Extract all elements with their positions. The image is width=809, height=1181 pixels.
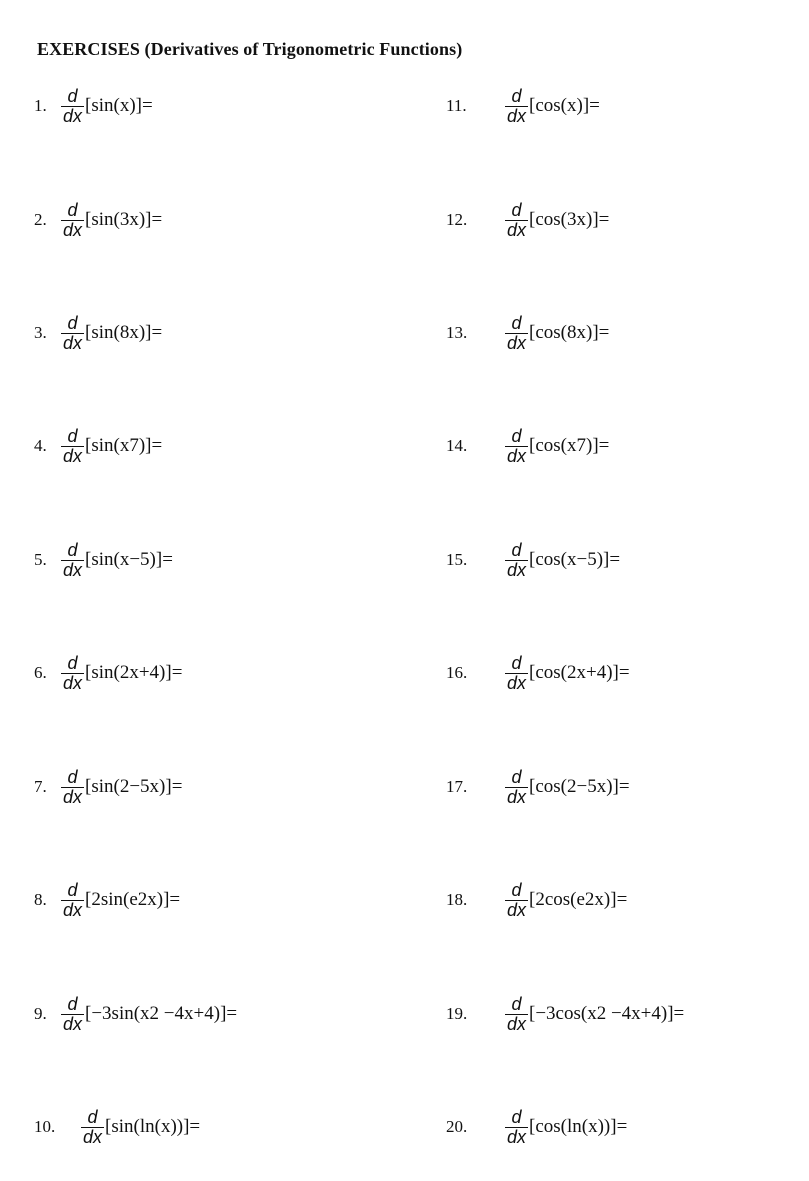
function-expression: [cos(x)]= bbox=[529, 95, 600, 116]
operator-denominator: dx bbox=[507, 899, 527, 920]
function-expression: [sin(x−5)]= bbox=[85, 549, 173, 570]
derivative-operator bbox=[61, 314, 84, 353]
operator-denominator: dx bbox=[507, 445, 527, 466]
exercise-number: 5. bbox=[34, 550, 47, 569]
function-expression: [cos(x−5)]= bbox=[529, 549, 621, 570]
operator-numerator: d bbox=[67, 425, 78, 446]
derivative-operator bbox=[505, 995, 528, 1034]
exercise-1 bbox=[34, 78, 153, 134]
operator-numerator: d bbox=[67, 652, 78, 673]
function-expression: [sin(ln(x))]= bbox=[105, 1116, 201, 1137]
function-expression: [cos(8x)]= bbox=[529, 322, 610, 343]
exercise-number: 13. bbox=[446, 323, 468, 342]
exercise-11 bbox=[446, 78, 600, 134]
operator-denominator: dx bbox=[83, 1126, 103, 1147]
exercise-number: 18. bbox=[446, 890, 468, 909]
function-expression: [sin(x7)]= bbox=[85, 435, 163, 456]
exercise-2 bbox=[34, 192, 162, 248]
derivative-operator bbox=[61, 87, 84, 126]
operator-denominator: dx bbox=[507, 672, 527, 693]
derivative-operator bbox=[505, 314, 528, 353]
operator-denominator: dx bbox=[507, 332, 527, 353]
derivative-operator bbox=[505, 541, 528, 580]
operator-numerator: d bbox=[67, 312, 78, 333]
exercise-number: 15. bbox=[446, 550, 468, 569]
derivative-operator bbox=[61, 995, 84, 1034]
operator-numerator: d bbox=[511, 425, 522, 446]
derivative-operator bbox=[505, 427, 528, 466]
exercise-15 bbox=[446, 532, 620, 588]
exercise-13 bbox=[446, 305, 609, 361]
exercise-number: 19. bbox=[446, 1004, 468, 1023]
derivative-operator bbox=[505, 1108, 528, 1147]
function-expression: [sin(3x)]= bbox=[85, 209, 163, 230]
exercise-number: 1. bbox=[34, 96, 47, 115]
exercise-number: 6. bbox=[34, 663, 47, 682]
operator-denominator: dx bbox=[63, 899, 83, 920]
operator-numerator: d bbox=[67, 766, 78, 787]
operator-numerator: d bbox=[511, 199, 522, 220]
operator-denominator: dx bbox=[63, 786, 83, 807]
operator-numerator: d bbox=[511, 652, 522, 673]
function-expression: [−3cos(x2 −4x+4)]= bbox=[529, 1003, 685, 1024]
operator-numerator: d bbox=[67, 85, 78, 106]
derivative-operator bbox=[505, 87, 528, 126]
operator-numerator: d bbox=[511, 993, 522, 1014]
function-expression: [cos(2x+4)]= bbox=[529, 662, 630, 683]
exercise-14 bbox=[446, 418, 609, 474]
exercise-7 bbox=[34, 759, 182, 815]
operator-denominator: dx bbox=[63, 672, 83, 693]
operator-numerator: d bbox=[511, 766, 522, 787]
function-expression: [sin(2−5x)]= bbox=[85, 776, 183, 797]
exercise-number: 4. bbox=[34, 436, 47, 455]
operator-numerator: d bbox=[67, 993, 78, 1014]
operator-numerator: d bbox=[511, 85, 522, 106]
exercise-5 bbox=[34, 532, 173, 588]
operator-denominator: dx bbox=[63, 559, 83, 580]
exercise-number: 3. bbox=[34, 323, 47, 342]
derivative-operator bbox=[61, 201, 84, 240]
derivative-operator bbox=[61, 768, 84, 807]
exercise-9 bbox=[34, 986, 237, 1042]
operator-denominator: dx bbox=[507, 786, 527, 807]
exercise-18 bbox=[446, 872, 627, 928]
operator-denominator: dx bbox=[63, 1013, 83, 1034]
exercise-4 bbox=[34, 418, 162, 474]
operator-denominator: dx bbox=[63, 219, 83, 240]
derivative-operator bbox=[61, 541, 84, 580]
page-title: EXERCISES (Derivatives of Trigonometric Functions) bbox=[37, 39, 463, 59]
function-expression: [cos(ln(x))]= bbox=[529, 1116, 628, 1137]
exercise-number: 11. bbox=[446, 96, 467, 115]
function-expression: [sin(8x)]= bbox=[85, 322, 163, 343]
operator-denominator: dx bbox=[63, 445, 83, 466]
operator-denominator: dx bbox=[507, 105, 527, 126]
exercise-number: 2. bbox=[34, 210, 47, 229]
exercise-6 bbox=[34, 645, 182, 701]
function-expression: [cos(x7)]= bbox=[529, 435, 610, 456]
exercise-12 bbox=[446, 192, 609, 248]
operator-numerator: d bbox=[67, 539, 78, 560]
derivative-operator bbox=[505, 201, 528, 240]
function-expression: [cos(2−5x)]= bbox=[529, 776, 630, 797]
operator-denominator: dx bbox=[63, 332, 83, 353]
operator-denominator: dx bbox=[63, 105, 83, 126]
operator-numerator: d bbox=[511, 1106, 522, 1127]
exercise-8 bbox=[34, 872, 180, 928]
function-expression: [cos(3x)]= bbox=[529, 209, 610, 230]
exercise-number: 14. bbox=[446, 436, 468, 455]
operator-numerator: d bbox=[511, 312, 522, 333]
exercise-number: 7. bbox=[34, 777, 47, 796]
operator-numerator: d bbox=[67, 199, 78, 220]
operator-denominator: dx bbox=[507, 219, 527, 240]
exercise-10 bbox=[34, 1099, 200, 1155]
exercise-17 bbox=[446, 759, 630, 815]
exercise-number: 20. bbox=[446, 1117, 468, 1136]
function-expression: [−3sin(x2 −4x+4)]= bbox=[85, 1003, 238, 1024]
operator-denominator: dx bbox=[507, 1013, 527, 1034]
exercise-16 bbox=[446, 645, 630, 701]
derivative-operator bbox=[81, 1108, 104, 1147]
exercise-number: 16. bbox=[446, 663, 468, 682]
operator-numerator: d bbox=[67, 879, 78, 900]
derivative-operator bbox=[61, 654, 84, 693]
operator-denominator: dx bbox=[507, 559, 527, 580]
operator-denominator: dx bbox=[507, 1126, 527, 1147]
derivative-operator bbox=[61, 427, 84, 466]
exercise-number: 12. bbox=[446, 210, 468, 229]
function-expression: [2sin(e2x)]= bbox=[85, 889, 181, 910]
derivative-operator bbox=[61, 881, 84, 920]
derivative-operator bbox=[505, 768, 528, 807]
operator-numerator: d bbox=[511, 879, 522, 900]
exercise-3 bbox=[34, 305, 162, 361]
exercise-number: 8. bbox=[34, 890, 47, 909]
function-expression: [sin(x)]= bbox=[85, 95, 153, 116]
derivative-operator bbox=[505, 881, 528, 920]
function-expression: [sin(2x+4)]= bbox=[85, 662, 183, 683]
derivative-operator bbox=[505, 654, 528, 693]
operator-numerator: d bbox=[511, 539, 522, 560]
exercise-20 bbox=[446, 1099, 627, 1155]
exercise-number: 9. bbox=[34, 1004, 47, 1023]
exercise-number: 10. bbox=[34, 1117, 56, 1136]
exercise-number: 17. bbox=[446, 777, 468, 796]
exercise-19 bbox=[446, 986, 684, 1042]
function-expression: [2cos(e2x)]= bbox=[529, 889, 628, 910]
operator-numerator: d bbox=[87, 1106, 98, 1127]
